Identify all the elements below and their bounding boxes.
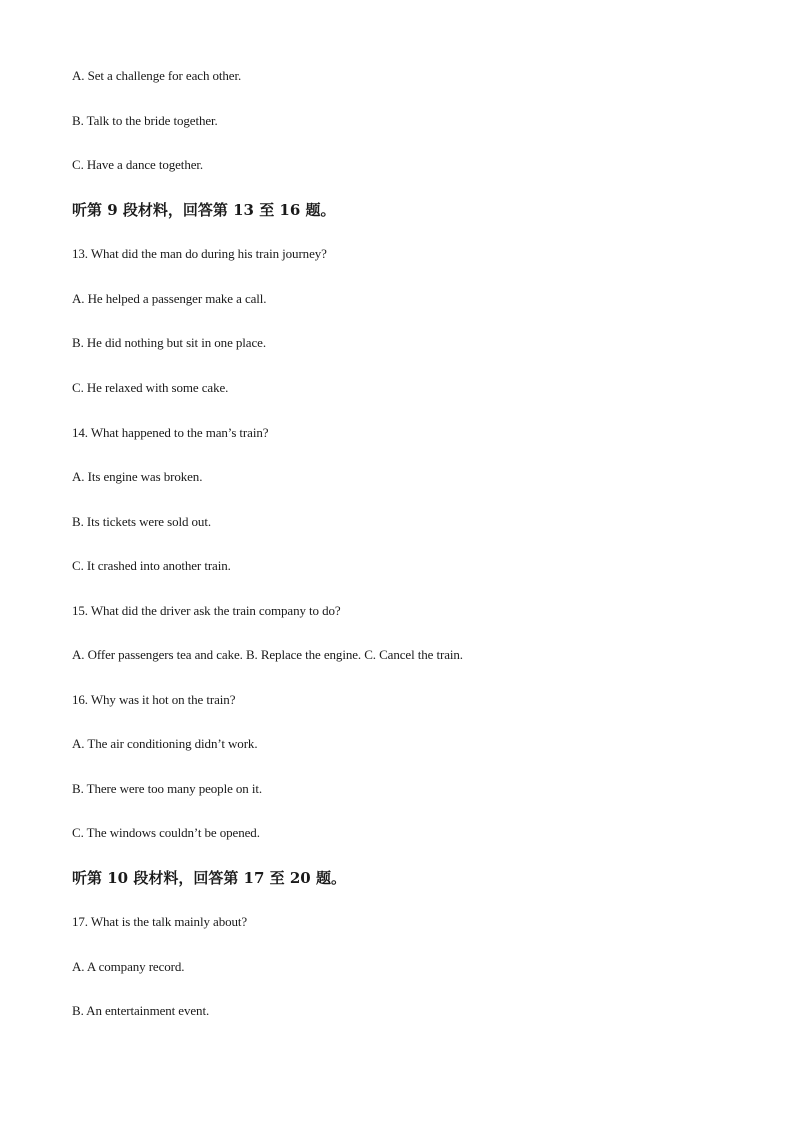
q15-options: A. Offer passengers tea and cake. B. Replace the engine. C. Cancel the train. (72, 647, 463, 662)
option-b-line: B. Talk to the bride together. (72, 113, 218, 128)
question-17: 17. What is the talk mainly about? (72, 914, 248, 929)
q14-option-a: A. Its engine was broken. (72, 469, 203, 484)
q16-option-c: C. The windows couldn’t be opened. (72, 825, 260, 840)
question-13: 13. What did the man do during his train journey? (72, 246, 327, 261)
question-15: 15. What did the driver ask the train company to do? (72, 603, 341, 618)
q17-option-b: B. An entertainment event. (72, 1003, 210, 1018)
q13-option-c: C. He relaxed with some cake. (72, 380, 229, 395)
question-16: 16. Why was it hot on the train? (72, 692, 236, 707)
q13-option-a: A. He helped a passenger make a call. (72, 291, 267, 306)
q14-option-c: C. It crashed into another train. (72, 558, 231, 573)
q14-option-b: B. Its tickets were sold out. (72, 514, 211, 529)
q17-option-a: A. A company record. (72, 959, 185, 974)
option-a-line: A. Set a challenge for each other. (72, 68, 242, 83)
q13-option-b: B. He did nothing but sit in one place. (72, 335, 266, 350)
section-heading-10: 听第 10 段材料，回答第 17 至 20 题。 (72, 869, 346, 887)
q16-option-a: A. The air conditioning didn’t work. (72, 736, 258, 751)
section-heading-9: 听第 9 段材料，回答第 13 至 16 题。 (72, 201, 336, 219)
option-c-line: C. Have a dance together. (72, 157, 204, 172)
question-14: 14. What happened to the man’s train? (72, 425, 269, 440)
q16-option-b: B. There were too many people on it. (72, 781, 263, 796)
